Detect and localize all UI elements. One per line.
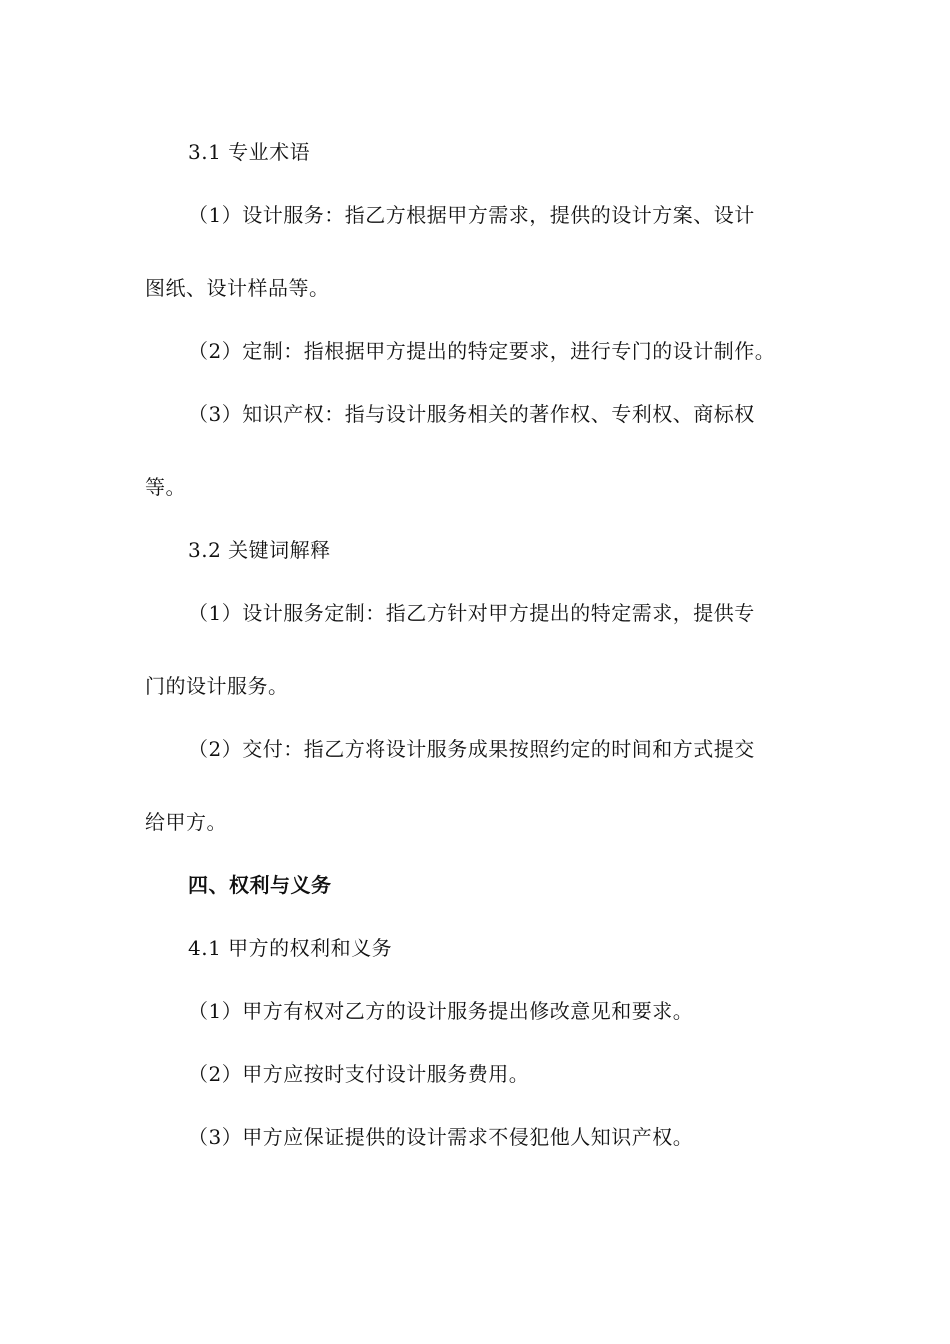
paragraph-line: （2）交付：指乙方将设计服务成果按照约定的时间和方式提交 <box>188 737 755 761</box>
paragraph-line: （2）甲方应按时支付设计服务费用。 <box>188 1062 530 1086</box>
paragraph-line: （3）知识产权：指与设计服务相关的著作权、专利权、商标权 <box>188 402 755 426</box>
paragraph-line: （1）设计服务：指乙方根据甲方需求，提供的设计方案、设计 <box>188 203 755 227</box>
paragraph-line: 图纸、设计样品等。 <box>145 276 330 300</box>
paragraph-line: （2）定制：指根据甲方提出的特定要求，进行专门的设计制作。 <box>188 339 776 363</box>
paragraph-line: （1）设计服务定制：指乙方针对甲方提出的特定需求，提供专 <box>188 601 755 625</box>
paragraph-line: 等。 <box>145 475 186 499</box>
paragraph-line: 给甲方。 <box>145 810 227 834</box>
paragraph-line: （1）甲方有权对乙方的设计服务提出修改意见和要求。 <box>188 999 694 1023</box>
section-heading-3-1: 3.1 专业术语 <box>188 140 311 164</box>
paragraph-line: （3）甲方应保证提供的设计需求不侵犯他人知识产权。 <box>188 1125 694 1149</box>
section-heading-4-1: 4.1 甲方的权利和义务 <box>188 936 393 960</box>
section-heading-3-2: 3.2 关键词解释 <box>188 538 331 562</box>
paragraph-line: 门的设计服务。 <box>145 674 289 698</box>
chapter-heading: 四、权利与义务 <box>188 873 332 897</box>
